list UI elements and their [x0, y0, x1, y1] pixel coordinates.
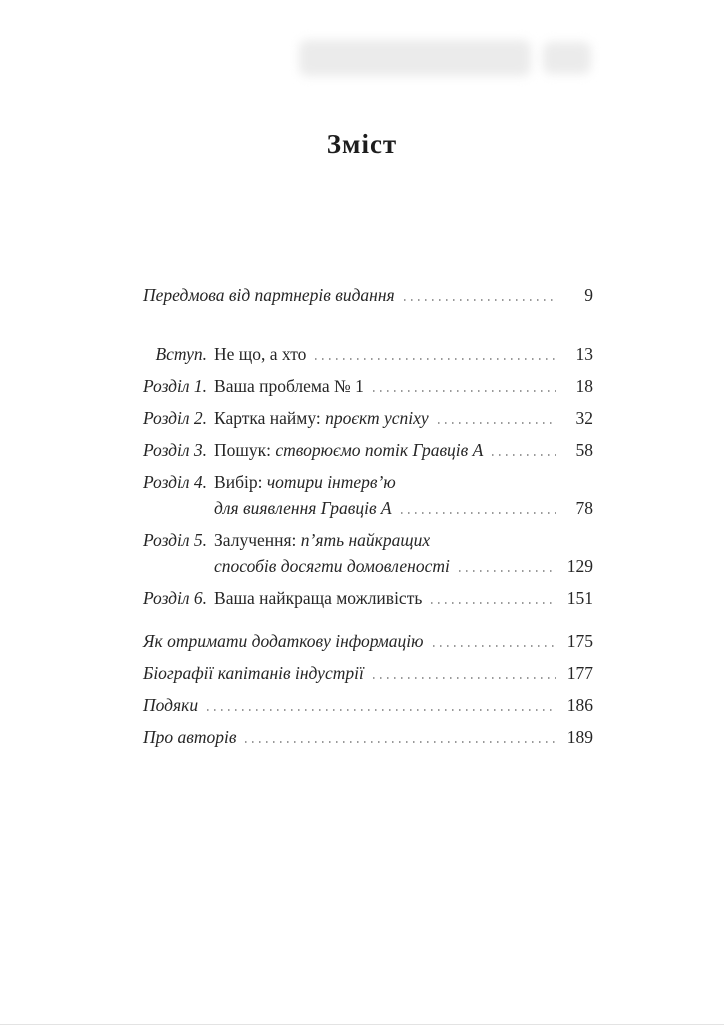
table-of-contents [143, 285, 593, 759]
dot-leader [459, 570, 556, 572]
toc-entry-extra-info [143, 631, 593, 652]
entry-title-continued: для виявлення Гравців А [214, 498, 392, 518]
toc-entry-chapter-2 [143, 408, 593, 429]
entry-title: Біографії капітанів індустрії [143, 663, 364, 683]
entry-page-number: 177 [566, 663, 593, 683]
entry-page-number: 129 [566, 556, 593, 576]
dot-leader [315, 358, 556, 360]
toc-entry-chapter-6 [143, 588, 593, 609]
page-title: Зміст [326, 129, 398, 159]
blurred-publisher-mark [299, 40, 531, 76]
dot-leader [433, 645, 557, 647]
entry-title [214, 472, 396, 493]
entry-title-roman: Не що, а хто [214, 344, 307, 364]
dot-leader [245, 741, 556, 743]
entry-prefix: Розділ 3. [143, 440, 208, 460]
entry-page-number: 189 [566, 727, 593, 747]
entry-prefix: Розділ 2. [143, 408, 208, 428]
entry-page-number: 18 [575, 376, 593, 396]
dot-leader [373, 390, 556, 392]
entry-title [214, 344, 306, 365]
entry-prefix: Вступ. [155, 344, 207, 364]
toc-entry-chapter-3 [143, 440, 593, 461]
entry-page-number: 32 [575, 408, 593, 428]
toc-entry-chapter-5 [143, 530, 593, 577]
entry-page-number: 186 [566, 695, 593, 715]
toc-entry-chapter-4 [143, 472, 593, 519]
entry-line-1 [143, 472, 593, 493]
entry-title: Про авторів [143, 727, 237, 747]
toc-entry-chapter-1 [143, 376, 593, 397]
entry-title-continued: способів досягти домовленості [214, 556, 450, 576]
entry-title-italic: чотири інтерв’ю [266, 472, 396, 492]
dot-leader [373, 677, 556, 679]
entry-title [214, 530, 430, 551]
dot-leader [207, 709, 556, 711]
entry-title [214, 376, 364, 397]
entry-title-italic: створюємо потік Гравців А [275, 440, 484, 460]
entry-line-2 [143, 498, 593, 519]
toc-entry-biographies [143, 663, 593, 684]
entry-title-roman: Залучення: [214, 530, 301, 550]
entry-prefix: Розділ 1. [143, 376, 208, 396]
dot-leader [492, 454, 556, 456]
entry-title-italic: проєкт успіху [325, 408, 429, 428]
dot-leader [438, 422, 556, 424]
entry-title [214, 440, 483, 461]
entry-page-number: 175 [566, 631, 593, 651]
toc-entry-intro [143, 344, 593, 365]
entry-title-italic: п’ять найкращих [300, 530, 431, 550]
toc-entry-acknowledgements [143, 695, 593, 716]
dot-leader [404, 299, 556, 301]
entry-page-number: 13 [575, 344, 593, 364]
entry-prefix: Розділ 6. [143, 588, 208, 608]
entry-page-number: 78 [575, 498, 593, 518]
entry-title: Передмова від партнерів видання [143, 285, 395, 305]
entry-title-roman: Картка найму: [214, 408, 326, 428]
entry-title-roman: Ваша проблема № 1 [214, 376, 364, 396]
entry-page-number: 9 [584, 285, 593, 305]
toc-backmatter [143, 631, 593, 748]
entry-prefix: Розділ 4. [143, 472, 208, 492]
entry-page-number: 58 [575, 440, 593, 460]
entry-title [214, 588, 422, 609]
toc-entry-preface [143, 285, 593, 306]
entry-title: Як отримати додаткову інформацію [143, 631, 424, 651]
entry-prefix: Розділ 5. [143, 530, 208, 550]
entry-title-roman: Вибір: [214, 472, 267, 492]
entry-page-number: 151 [566, 588, 593, 608]
entry-title: Подяки [143, 695, 199, 715]
entry-line-1 [143, 530, 593, 551]
dot-leader [401, 512, 556, 514]
entry-title [214, 408, 429, 429]
entry-title-roman: Ваша найкраща можливість [214, 588, 423, 608]
blurred-publisher-logo [543, 42, 591, 74]
toc-entry-about-authors [143, 727, 593, 748]
entry-title-roman: Пошук: [214, 440, 276, 460]
entry-line-2 [143, 556, 593, 577]
dot-leader [431, 602, 556, 604]
